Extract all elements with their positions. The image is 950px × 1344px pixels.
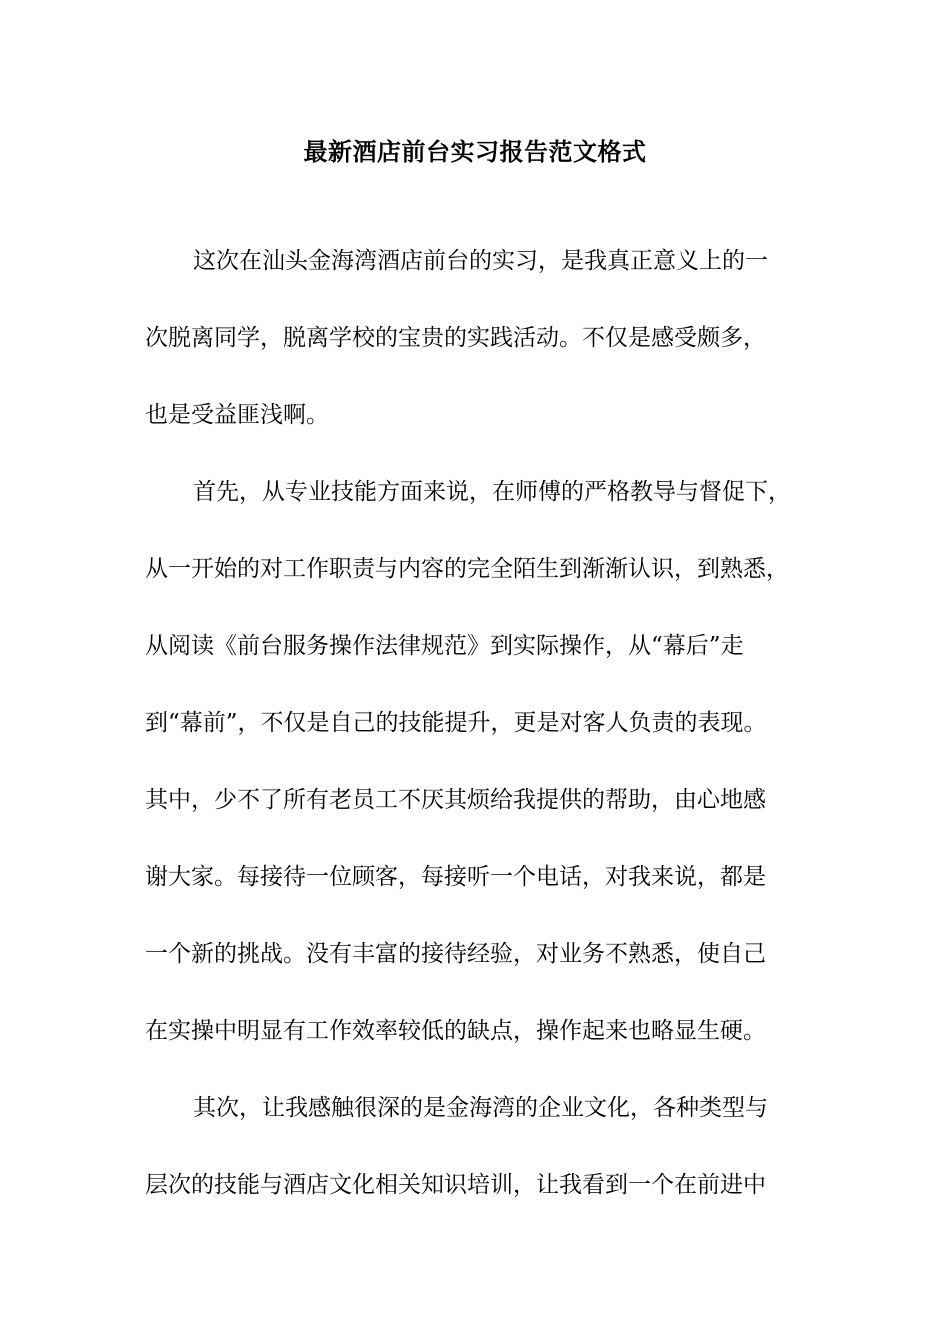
- paragraph-line: 其中，少不了所有老员工不厌其烦给我提供的帮助，由心地感: [145, 787, 766, 813]
- paragraph-line: 其次，让我感触很深的是金海湾的企业文化，各种类型与: [193, 1095, 768, 1121]
- paragraph-line: 层次的技能与酒店文化相关知识培训，让我看到一个在前进中: [145, 1172, 766, 1198]
- paragraph-line: 一个新的挑战。没有丰富的接待经验，对业务不熟悉，使自己: [145, 941, 766, 967]
- document-body: [145, 243, 835, 1244]
- paragraph-line: 从阅读《前台服务操作法律规范》到实际操作，从“幕后”走: [145, 633, 744, 659]
- paragraph-line: 首先，从专业技能方面来说，在师傅的严格教导与督促下，: [193, 479, 791, 505]
- paragraph-line: 谢大家。每接待一位顾客，每接听一个电话，对我来说，都是: [145, 864, 766, 890]
- paragraph-line: 也是受益匪浅啊。: [145, 402, 329, 428]
- paragraph-line: 从一开始的对工作职责与内容的完全陌生到渐渐认识，到熟悉，: [145, 556, 789, 582]
- paragraph-line: 这次在汕头金海湾酒店前台的实习，是我真正意义上的一: [193, 248, 768, 274]
- paragraph-line: 到“幕前”，不仅是自己的技能提升，更是对客人负责的表现。: [145, 710, 767, 736]
- document-title: 最新酒店前台实习报告范文格式: [303, 137, 647, 166]
- paragraph-line: 在实操中明显有工作效率较低的缺点，操作起来也略显生硬。: [145, 1018, 766, 1044]
- paragraph-line: 次脱离同学，脱离学校的宝贵的实践活动。不仅是感受颇多，: [145, 325, 766, 351]
